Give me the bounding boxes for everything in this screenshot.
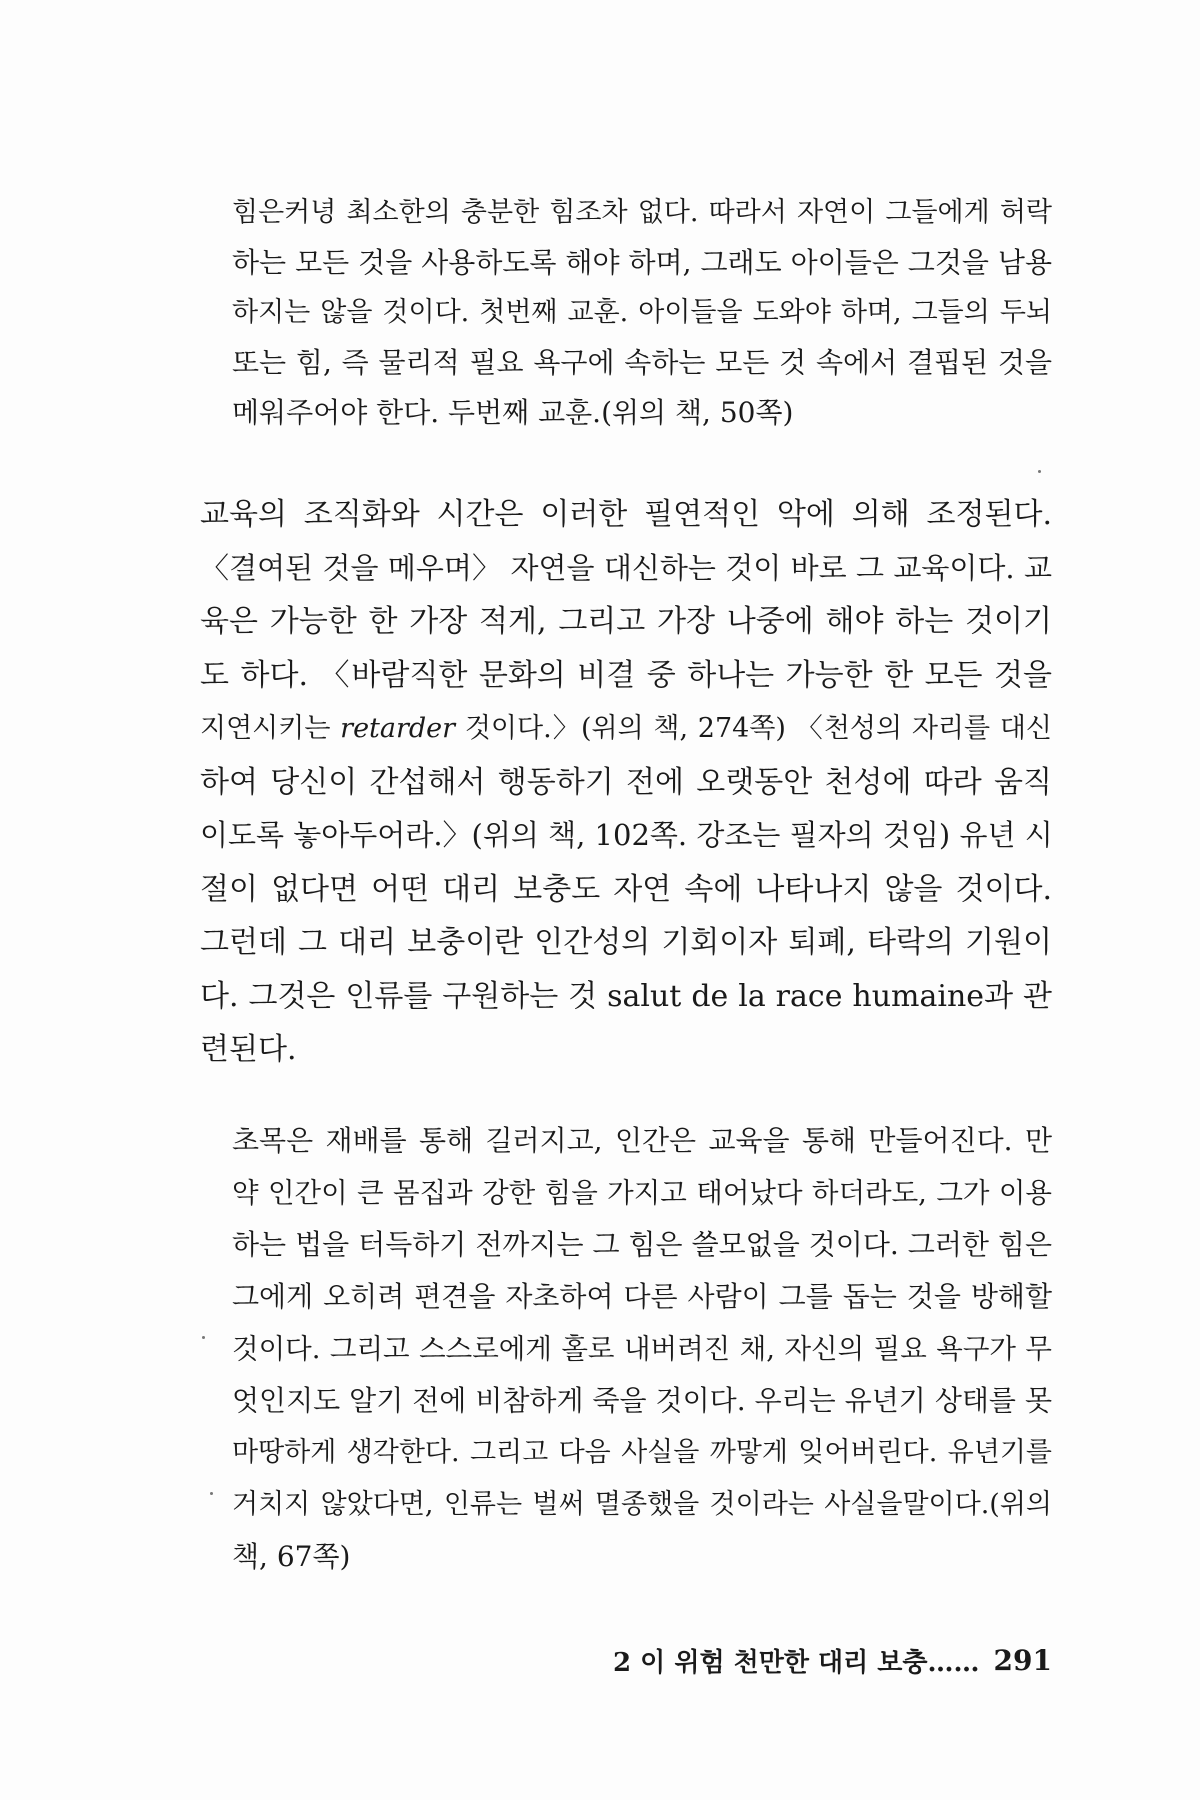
body-paragraph: [200, 488, 1052, 1077]
scan-speck: [1038, 470, 1041, 473]
scan-speck: [202, 1336, 205, 1339]
quote2-line: 것이다. 그리고 스스로에게 홀로 내버려진 채, 자신의 필요 욕구가 무: [232, 1333, 1052, 1365]
quote2-line: 거치지 않았다면, 인류는 벌써 멸종했을 것이라는 사실을말이다.(위의: [232, 1489, 1052, 1520]
body-line: 하여 당신이 간섭해서 행동하기 전에 오랫동안 천성에 따라 움직: [200, 764, 1052, 800]
running-head: 2 이 위험 천만한 대리 보충……: [613, 1647, 980, 1678]
body-line: 련된다.: [200, 1032, 297, 1067]
quote1-line: 메워주어야 한다. 두번째 교훈.(위의 책, 50쪽): [232, 396, 794, 429]
body-line: 도 하다. 〈바람직한 문화의 비결 중 하나는 가능한 한 모든 것을: [200, 657, 1052, 693]
body-line: 육은 가능한 한 가장 적게, 그리고 가장 나중에 해야 하는 것이기: [200, 604, 1052, 639]
italic-term: retarder: [340, 713, 456, 744]
quote2-line: 초목은 재배를 통해 길러지고, 인간은 교육을 통해 만들어진다. 만: [232, 1124, 1052, 1157]
body-line: 다. 그것은 인류를 구원하는 것 salut de la race humaine과 관: [200, 978, 1052, 1014]
quote2-line: 책, 67쪽): [232, 1540, 351, 1573]
body-text-segment: 것이다.〉(위의 책, 274쪽) 〈천성의 자리를 대신: [455, 713, 1052, 744]
scan-speck: [210, 1492, 213, 1495]
block-quote-2: [232, 1115, 1052, 1583]
body-text-segment: 지연시키는: [200, 713, 341, 744]
quote2-line: 약 인간이 큰 몸집과 강한 힘을 가지고 태어났다 하더라도, 그가 이용: [232, 1177, 1052, 1209]
body-line: 그런데 그 대리 보충이란 인간성의 기회이자 퇴폐, 타락의 기원이: [200, 925, 1052, 960]
body-line: 교육의 조직화와 시간은 이러한 필연적인 악에 의해 조정된다.: [200, 497, 1052, 532]
quote2-line: 마땅하게 생각한다. 그리고 다음 사실을 까맣게 잊어버린다. 유년기를: [232, 1437, 1052, 1468]
quote1-line: 힘은커녕 최소한의 충분한 힘조차 없다. 따라서 자연이 그들에게 허락: [232, 197, 1052, 228]
body-line: 절이 없다면 어떤 대리 보충도 자연 속에 나타나지 않을 것이다.: [200, 871, 1052, 907]
body-line-with-italic: [200, 702, 1052, 756]
block-quote-1: [232, 188, 1052, 438]
page-footer: [613, 1636, 1052, 1684]
quote2-line: 그에게 오히려 편견을 자초하여 다른 사람이 그를 돕는 것을 방해할: [232, 1280, 1052, 1313]
body-line: 이도록 놓아두어라.〉(위의 책, 102쪽. 강조는 필자의 것임) 유년 시: [200, 818, 1053, 852]
quote1-line: 또는 힘, 즉 물리적 필요 욕구에 속하는 모든 것 속에서 결핍된 것을: [232, 346, 1052, 379]
quote1-line: 하지는 않을 것이다. 첫번째 교훈. 아이들을 도와야 하며, 그들의 두뇌: [232, 297, 1052, 328]
quote2-line: 하는 법을 터득하기 전까지는 그 힘은 쓸모없을 것이다. 그러한 힘은: [232, 1228, 1052, 1261]
quote1-line: 하는 모든 것을 사용하도록 해야 하며, 그래도 아이들은 그것을 남용: [232, 246, 1052, 279]
body-line: 〈결여된 것을 메우며〉 자연을 대신하는 것이 바로 그 교육이다. 교: [200, 550, 1052, 585]
page-number: 291: [993, 1643, 1052, 1677]
quote2-line: 엇인지도 알기 전에 비참하게 죽을 것이다. 우리는 유년기 상태를 못: [232, 1384, 1052, 1417]
